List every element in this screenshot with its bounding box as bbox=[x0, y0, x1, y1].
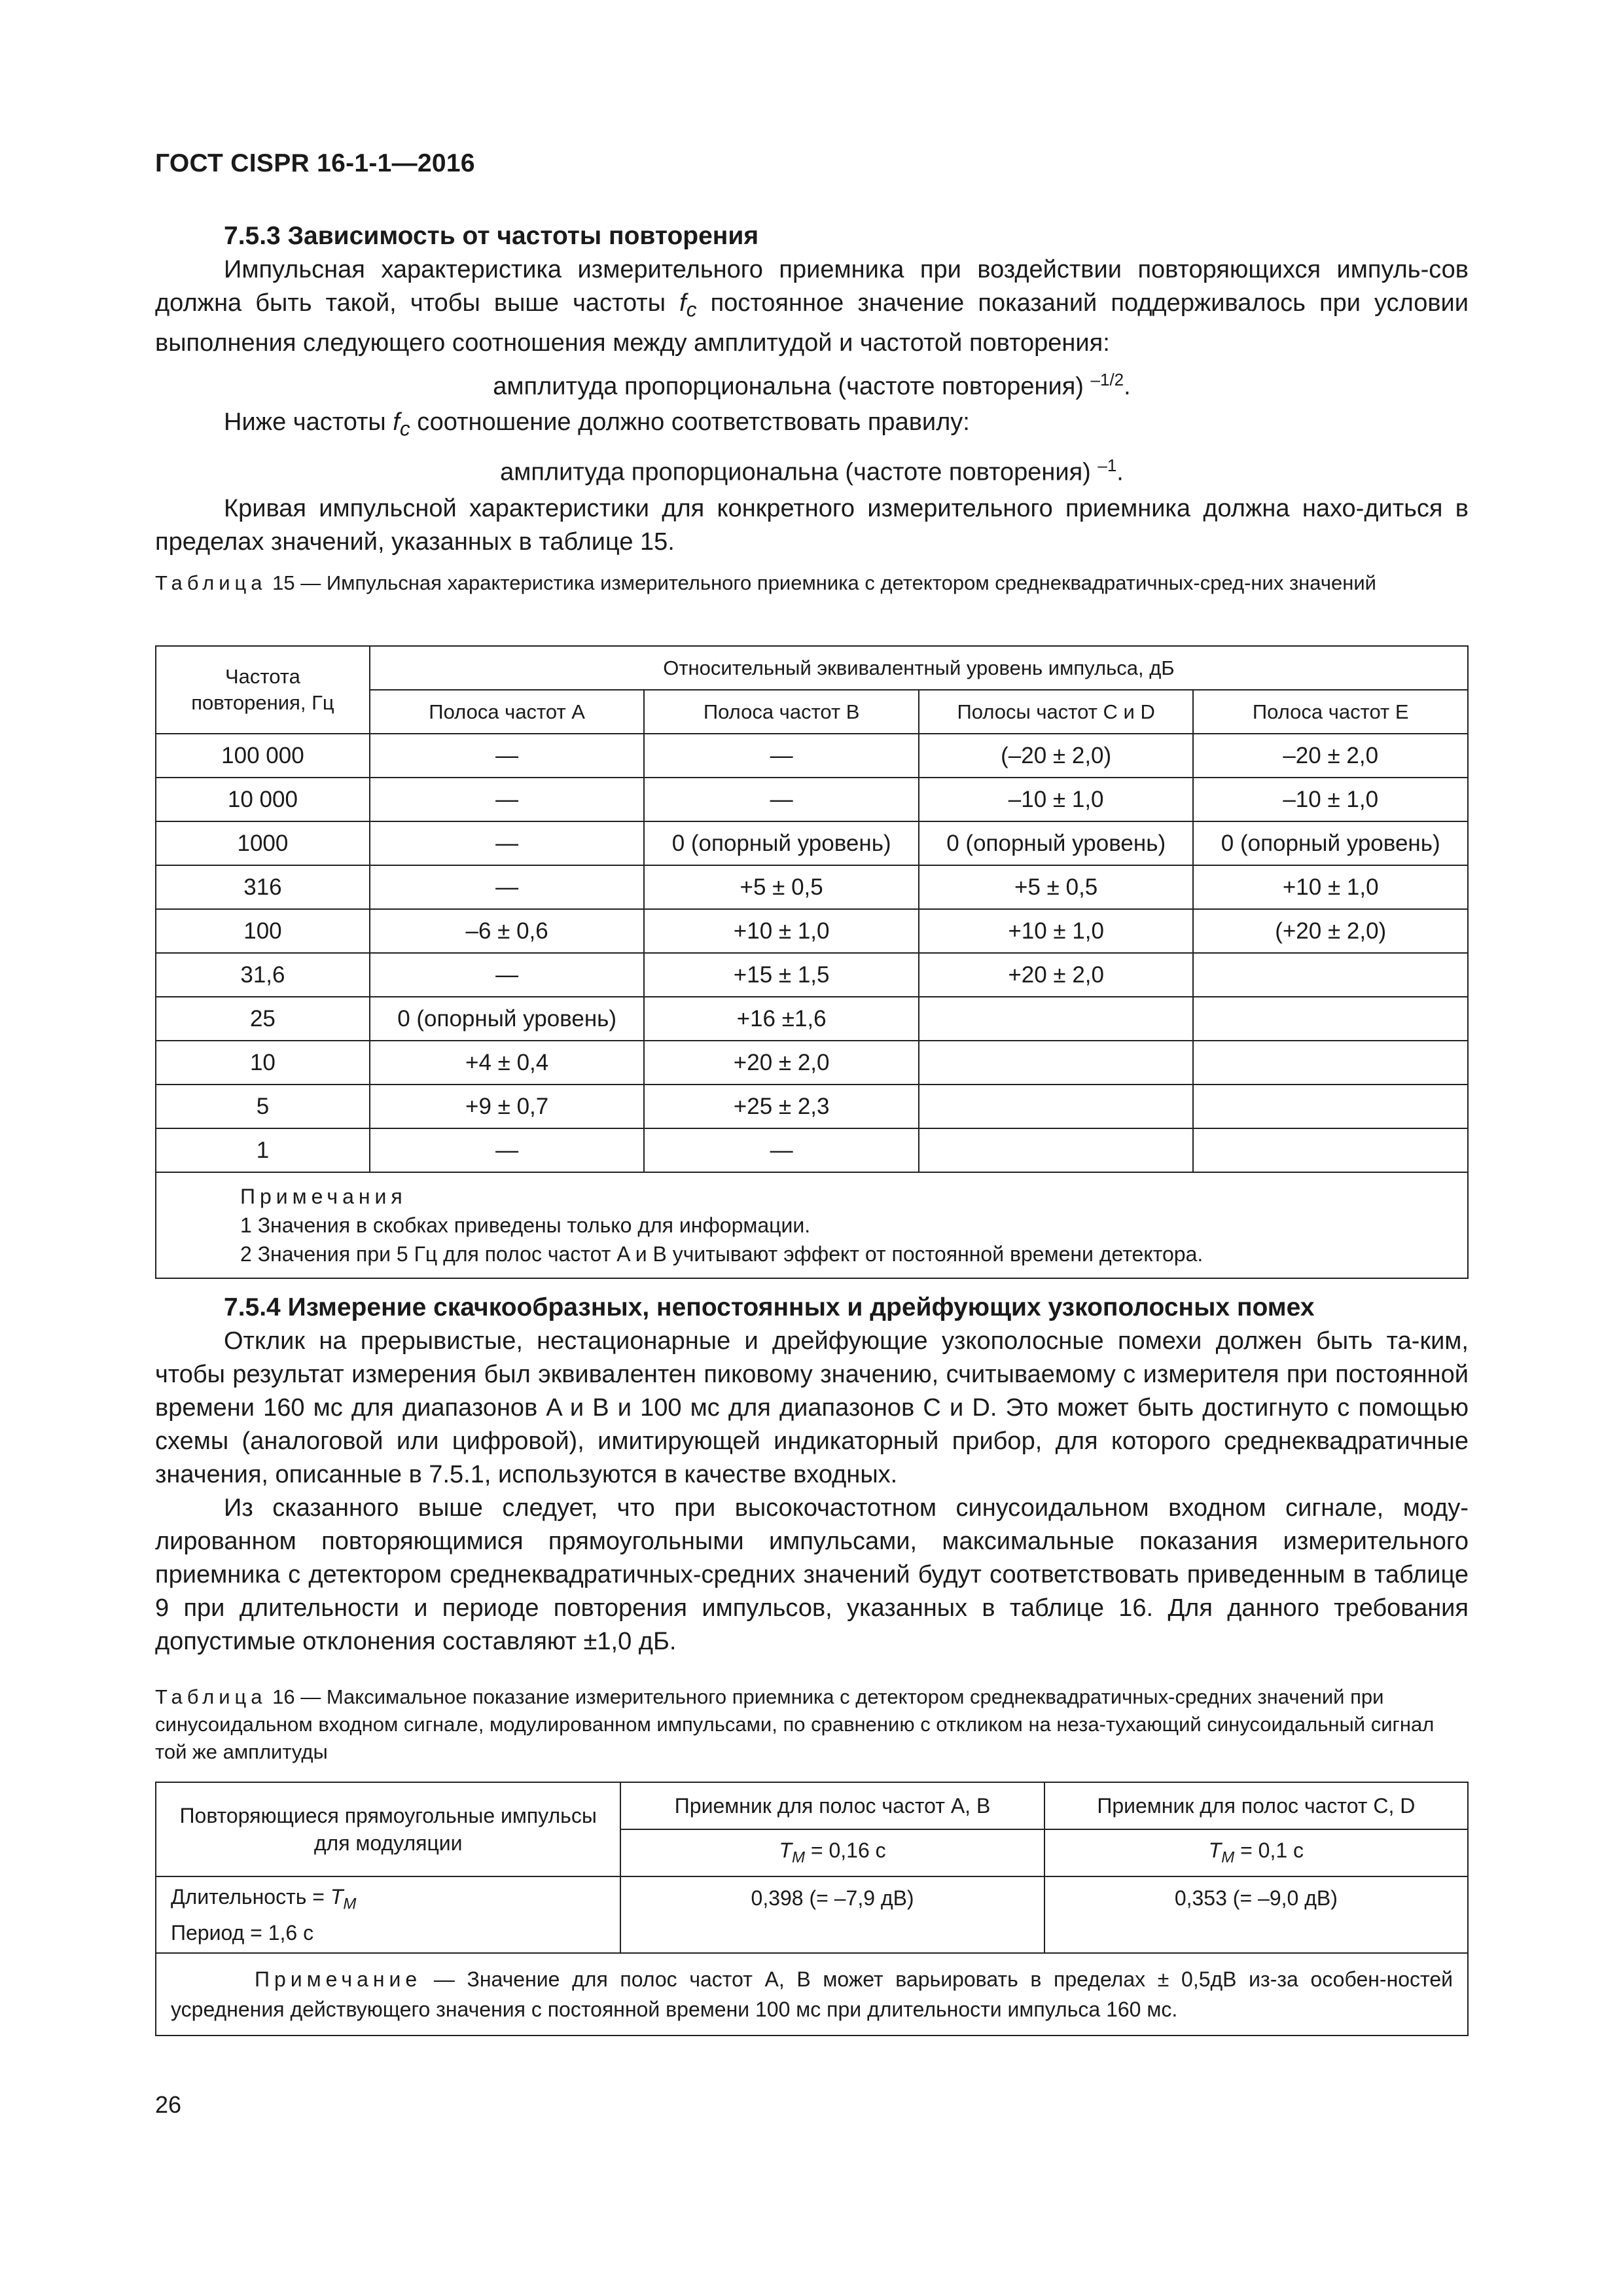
table-row bbox=[156, 1085, 1468, 1128]
cell-level bbox=[919, 1085, 1194, 1128]
cell-level: (–20 ± 2,0) bbox=[919, 734, 1194, 778]
table-row bbox=[156, 821, 1468, 865]
table-16-grid bbox=[155, 1782, 1469, 2036]
section-7-5-3 bbox=[155, 219, 1469, 559]
cell-level: 0 (опорный уровень) bbox=[919, 821, 1194, 865]
cell-level bbox=[1193, 1085, 1468, 1128]
notes-title: Примечания bbox=[240, 1185, 407, 1208]
cell-level: — bbox=[370, 865, 645, 909]
symbol-f: f bbox=[393, 408, 400, 437]
text-segment: Импульсная характеристика измерительного приемника при воздействии повторяющихся импуль-сов должна быть такой, чтобы выше частоты bbox=[155, 256, 1469, 317]
cell-level: +20 ± 2,0 bbox=[644, 1041, 919, 1085]
table-row bbox=[156, 953, 1468, 997]
cell-level: — bbox=[644, 778, 919, 821]
cell-level: +20 ± 2,0 bbox=[919, 953, 1194, 997]
table-header-row bbox=[156, 646, 1468, 690]
text-segment: соотношение должно соответствовать правилу: bbox=[410, 408, 970, 437]
note-2: 2 Значения при 5 Гц для полос частот A и B учитывают эффект от постоянной времени детектора. bbox=[240, 1242, 1204, 1266]
cell-value-ab: 0,398 (= –7,9 дВ) bbox=[620, 1876, 1044, 1953]
duration-line bbox=[171, 1882, 620, 1918]
tm-value: = 0,16 с bbox=[804, 1839, 886, 1863]
cell-level bbox=[919, 997, 1194, 1041]
cell-level: +10 ± 1,0 bbox=[919, 909, 1194, 953]
symbol-m-subscript: M bbox=[343, 1895, 357, 1913]
cell-frequency: 1 bbox=[156, 1128, 370, 1172]
text-segment: Ниже частоты bbox=[224, 408, 393, 437]
symbol-f: f bbox=[679, 289, 687, 317]
cell-level: — bbox=[644, 734, 919, 778]
cell-duration-period bbox=[156, 1876, 620, 1953]
section-title-7-5-3: 7.5.3 Зависимость от частоты повторения bbox=[224, 222, 759, 250]
cell-level: –20 ± 2,0 bbox=[1193, 734, 1468, 778]
symbol-t: T bbox=[330, 1885, 344, 1909]
header-band-e: Полоса частот E bbox=[1193, 690, 1468, 734]
header-receiver-ab: Приемник для полос частот A, B bbox=[620, 1782, 1044, 1829]
header-tm-ab bbox=[620, 1829, 1044, 1876]
table-notes bbox=[156, 1172, 1468, 1278]
cell-frequency: 10 000 bbox=[156, 778, 370, 821]
cell-value-cd: 0,353 (= –9,0 дВ) bbox=[1044, 1876, 1468, 1953]
table-15 bbox=[155, 645, 1469, 1279]
caption-text bbox=[155, 1683, 1469, 1766]
cell-level bbox=[1193, 997, 1468, 1041]
note-body: — Значение для полос частот A, B может варьировать в пределах ± 0,5дВ из-за особен-ностей усреднения действующего значения с постоянной времени 100 мс при длительности импульса 160 мс. bbox=[171, 1967, 1453, 2022]
header-band-cd: Полосы частот C и D bbox=[919, 690, 1194, 734]
cell-frequency: 25 bbox=[156, 997, 370, 1041]
cell-frequency: 10 bbox=[156, 1041, 370, 1085]
caption-body: 15 — Импульсная характеристика измерительного приемника с детектором среднеквадратичных-сред-них значений bbox=[266, 571, 1376, 594]
cell-level: +25 ± 2,3 bbox=[644, 1085, 919, 1128]
cell-level: +9 ± 0,7 bbox=[370, 1085, 645, 1128]
period-line: Период = 1,6 с bbox=[171, 1921, 314, 1945]
symbol-t: T bbox=[1208, 1839, 1222, 1863]
header-repetition-frequency: Частота повторения, Гц bbox=[156, 646, 370, 734]
table-16-note bbox=[156, 1953, 1468, 2036]
cell-level bbox=[1193, 953, 1468, 997]
cell-frequency: 100 000 bbox=[156, 734, 370, 778]
cell-level bbox=[919, 1128, 1194, 1172]
cell-level bbox=[1193, 1128, 1468, 1172]
cell-level: +10 ± 1,0 bbox=[644, 909, 919, 953]
formula-above-fc bbox=[155, 360, 1469, 406]
caption-body: 16 — Максимальное показание измерительного приемника с детектором среднеквадратичных-средних значений при синусоидальном входном сигнале, модулированном импульсами, по сравнению с откликом на неза-тухающий синусоидальный сигнал той же амплитуды bbox=[155, 1685, 1435, 1763]
cell-level: 0 (опорный уровень) bbox=[644, 821, 919, 865]
cell-level: +10 ± 1,0 bbox=[1193, 865, 1468, 909]
cell-level: (+20 ± 2,0) bbox=[1193, 909, 1468, 953]
cell-frequency: 316 bbox=[156, 865, 370, 909]
symbol-m-subscript: M bbox=[1221, 1848, 1235, 1867]
symbol-fc bbox=[393, 408, 410, 440]
document-code-header: ГОСТ CISPR 16-1-1—2016 bbox=[155, 149, 475, 177]
table-row bbox=[156, 1876, 1468, 1953]
page-number: 26 bbox=[155, 2091, 182, 2118]
formula-end: . bbox=[1124, 372, 1131, 401]
symbol-t: T bbox=[779, 1839, 792, 1863]
cell-level: +5 ± 0,5 bbox=[644, 865, 919, 909]
cell-level: — bbox=[370, 778, 645, 821]
table-note-row bbox=[156, 1953, 1468, 2036]
cell-frequency: 5 bbox=[156, 1085, 370, 1128]
caption-text bbox=[155, 569, 1469, 597]
note-1: 1 Значения в скобках приведены только для информации. bbox=[240, 1213, 811, 1237]
paragraph-consequence: Из сказанного выше следует, что при высокочастотном синусоидальном входном сигнале, моду-лированном повторяющимися прямоугольными импульсами, максимальные показания измерительного приемника с детектором среднеквадратичных-средних значений будут соответствовать приведенным в таблице 9 при длительности и периоде повторения импульсов, указанных в таблице 16. Для данного требования допустимые отклонения составляют ±1,0 дБ. bbox=[155, 1494, 1469, 1655]
cell-level: +16 ±1,6 bbox=[644, 997, 919, 1041]
table-row bbox=[156, 1041, 1468, 1085]
formula-text: амплитуда пропорциональна (частоте повторения) bbox=[493, 372, 1091, 401]
paragraph-response: Отклик на прерывистые, нестационарные и дрейфующие узкополосные помехи должен быть та-ким, чтобы результат измерения был эквивалентен пиковому значению, считываемому с измерителя при постоянной времени 160 мс для диапазонов A и B и 100 мс для диапазонов C и D. Это может быть достигнуто с помощью схемы (аналоговой или цифровой), имитирующей индикаторный прибор, для которого среднеквадратичные значения, описанные в 7.5.1, используются в качестве входных. bbox=[155, 1327, 1469, 1488]
formula-text: амплитуда пропорциональна (частоте повторения) bbox=[500, 458, 1098, 486]
formula-end: . bbox=[1116, 458, 1124, 486]
cell-level: 0 (опорный уровень) bbox=[370, 997, 645, 1041]
formula-exponent: –1 bbox=[1097, 455, 1117, 475]
cell-frequency: 1000 bbox=[156, 821, 370, 865]
cell-level: +5 ± 0,5 bbox=[919, 865, 1194, 909]
cell-level: +4 ± 0,4 bbox=[370, 1041, 645, 1085]
cell-level: 0 (опорный уровень) bbox=[1193, 821, 1468, 865]
cell-level: — bbox=[370, 734, 645, 778]
table-row bbox=[156, 734, 1468, 778]
caption-label: Таблица bbox=[155, 1685, 267, 1708]
cell-level: — bbox=[370, 953, 645, 997]
caption-label: Таблица bbox=[155, 571, 267, 594]
text-segment: постоянное значение показаний поддерживалось при условии выполнения следующего соотношения между амплитудой и частотой повторения: bbox=[155, 289, 1469, 357]
header-relative-level: Относительный эквивалентный уровень импульса, дБ bbox=[370, 646, 1468, 690]
table-notes-row bbox=[156, 1172, 1468, 1278]
section-title-7-5-4: 7.5.4 Измерение скачкообразных, непостоянных и дрейфующих узкополосных помех bbox=[224, 1293, 1315, 1321]
paragraph-repetition-intro bbox=[155, 253, 1469, 360]
symbol-m-subscript: M bbox=[791, 1848, 805, 1867]
cell-frequency: 31,6 bbox=[156, 953, 370, 997]
header-tm-cd bbox=[1044, 1829, 1468, 1876]
cell-level: –10 ± 1,0 bbox=[1193, 778, 1468, 821]
table-row bbox=[156, 1128, 1468, 1172]
formula-exponent: –1/2 bbox=[1090, 369, 1124, 389]
symbol-c-subscript: c bbox=[686, 297, 697, 321]
header-band-b: Полоса частот B bbox=[644, 690, 919, 734]
table-15-grid bbox=[155, 645, 1469, 1279]
header-pulses: Повторяющиеся прямоугольные импульсы для модуляции bbox=[156, 1782, 620, 1876]
table-row bbox=[156, 997, 1468, 1041]
cell-level bbox=[1193, 1041, 1468, 1085]
header-receiver-cd: Приемник для полос частот C, D bbox=[1044, 1782, 1468, 1829]
symbol-c-subscript: c bbox=[399, 416, 410, 440]
cell-level bbox=[919, 1041, 1194, 1085]
table-16 bbox=[155, 1782, 1469, 2036]
table-header-row bbox=[156, 1782, 1468, 1829]
paragraph-below-fc bbox=[155, 406, 1469, 446]
tm-value: = 0,1 с bbox=[1234, 1839, 1304, 1863]
formula-below-fc bbox=[155, 446, 1469, 492]
table-15-caption bbox=[155, 569, 1469, 597]
paragraph-curve-limits: Кривая импульсной характеристики для конкретного измерительного приемника должна нахо-диться в пределах значений, указанных в таблице 15. bbox=[155, 494, 1469, 556]
table-16-caption bbox=[155, 1683, 1469, 1766]
section-7-5-4 bbox=[155, 1291, 1469, 1659]
symbol-fc bbox=[679, 289, 697, 321]
table-15-body bbox=[156, 734, 1468, 1172]
cell-level: –6 ± 0,6 bbox=[370, 909, 645, 953]
header-band-a: Полоса частот A bbox=[370, 690, 645, 734]
cell-frequency: 100 bbox=[156, 909, 370, 953]
table-row bbox=[156, 865, 1468, 909]
table-row bbox=[156, 909, 1468, 953]
note-label: Примечание bbox=[255, 1967, 422, 1992]
cell-level: — bbox=[644, 1128, 919, 1172]
duration-label: Длительность = bbox=[171, 1885, 330, 1909]
cell-level: — bbox=[370, 1128, 645, 1172]
cell-level: –10 ± 1,0 bbox=[919, 778, 1194, 821]
cell-level: +15 ± 1,5 bbox=[644, 953, 919, 997]
table-row bbox=[156, 778, 1468, 821]
cell-level: — bbox=[370, 821, 645, 865]
